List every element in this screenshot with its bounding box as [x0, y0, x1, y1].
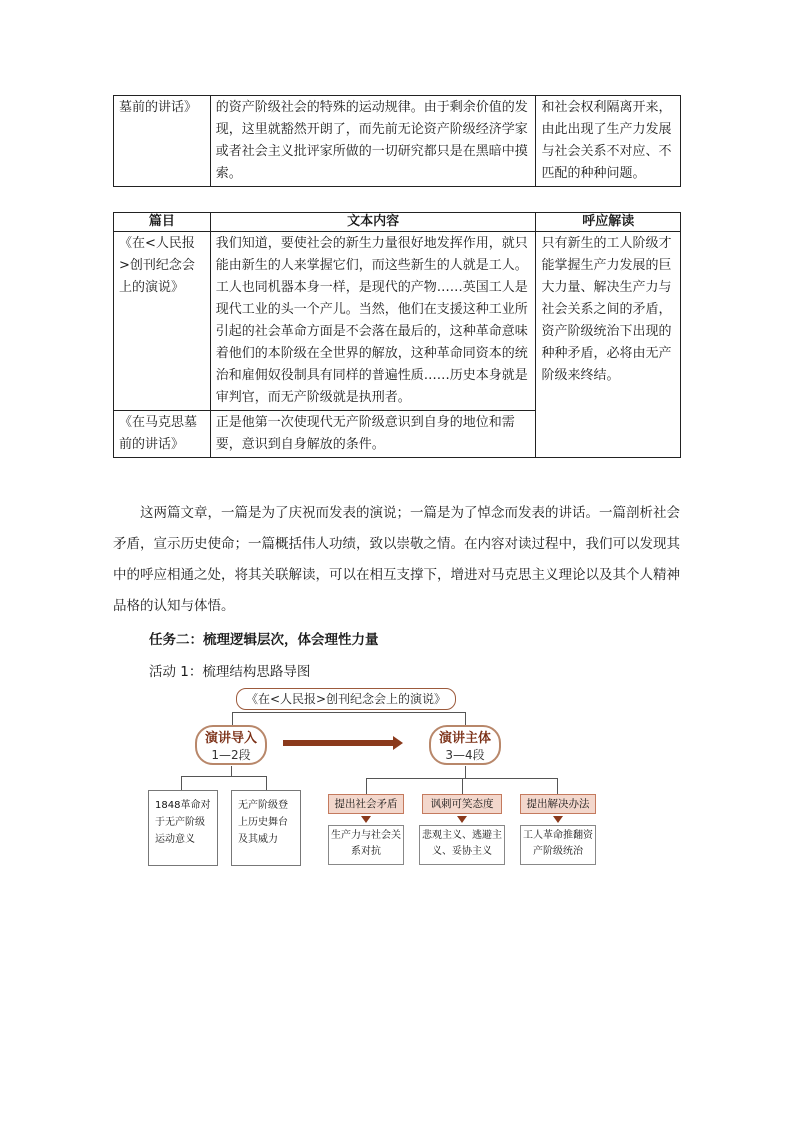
table-cell-text: 的资产阶级社会的特殊的运动规律。由于剩余价值的发现，这里就豁然开朗了，而先前无论资产阶级经济学家或者社会主义批评家所做的一切研究都只是在黑暗中摸索。	[210, 96, 536, 187]
table-cell-interpretation: 只有新生的工人阶级才能掌握生产力发展的巨大力量、解决生产力与社会关系之间的矛盾，资产阶级统治下出现的种种矛盾，必将由无产阶级来终结。	[536, 232, 681, 458]
table-header-row	[114, 213, 681, 232]
activity-heading: 活动 1：梳理结构思路导图	[149, 664, 311, 680]
header-interpretation: 呼应解读	[536, 213, 681, 232]
body-paragraph: 这两篇文章，一篇是为了庆祝而发表的演说；一篇是为了悼念而发表的讲话。一篇剖析社会矛盾，宣示历史使命；一篇概括伟人功绩，致以崇敬之情。在内容对读过程中，我们可以发现其中的呼应相通之处，将其关联解读，可以在相互支撑下，增进对马克思主义理论以及其个人精神品格的认知与体悟。	[113, 505, 680, 614]
table-cell-title: 《在马克思墓前的讲话》	[114, 411, 211, 458]
branch-tag: 提出解决办法	[520, 794, 596, 814]
table-row	[114, 232, 681, 411]
connector-line	[465, 712, 466, 726]
mindmap-title: 《在<人民报>创刊纪念会上的演说》	[236, 688, 456, 710]
task-heading: 任务二：梳理逻辑层次，体会理性力量	[149, 632, 379, 648]
connector-line	[231, 766, 232, 776]
arrow-shaft	[283, 740, 395, 746]
sub-node: 生产力与社会关系对抗	[328, 825, 404, 865]
connector-line	[557, 778, 558, 794]
table-cell-text: 我们知道，要使社会的新生力量很好地发挥作用，就只能由新生的人来掌握它们，而这些新生的人就是工人。工人也同机器本身一样，是现代的产物……英国工人是现代工业的头一个产儿。当然，他们在支援这种工业所引起的社会革命方面是不会落在最后的，这种革命意味着他们的本阶级在全世界的解放，这种革命同资本的统治和雇佣奴役制具有同样的普遍性质……历史本身就是审判官，而无产阶级就是执刑者。	[210, 232, 536, 411]
leaf-node: 1848革命对于无产阶级运动意义	[148, 790, 218, 866]
table-row	[114, 96, 681, 187]
arrow-down-icon	[457, 816, 467, 823]
arrow-right-icon	[393, 736, 403, 750]
sub-node: 悲观主义、逃避主义、妥协主义	[419, 825, 505, 865]
table-cell-text: 正是他第一次使现代无产阶级意识到自身的地位和需要，意识到自身解放的条件。	[210, 411, 536, 458]
table-cell-interpretation: 和社会权利隔离开来，由此出现了生产力发展与社会关系不对应、不匹配的种种问题。	[536, 96, 681, 187]
arrow-down-icon	[361, 816, 371, 823]
header-text: 文本内容	[210, 213, 536, 232]
table-cell-title: 《在<人民报>创刊纪念会上的演说》	[114, 232, 211, 411]
sub-node: 工人革命推翻资产阶级统治	[520, 825, 596, 865]
connector-line	[181, 776, 267, 777]
intro-label: 演讲导入	[204, 731, 257, 746]
main-label: 演讲主体	[438, 731, 491, 746]
connector-line	[232, 712, 465, 713]
leaf-node: 无产阶级登上历史舞台及其威力	[231, 790, 301, 866]
branch-tag: 提出社会矛盾	[328, 794, 404, 814]
main-node	[429, 725, 501, 765]
connector-line	[181, 776, 182, 790]
arrow-down-icon	[553, 816, 563, 823]
intro-range: 1—2段	[211, 748, 251, 762]
connector-line	[465, 766, 466, 778]
connector-line	[266, 776, 267, 790]
comparison-table	[113, 212, 681, 458]
connector-line	[462, 778, 463, 794]
branch-tag: 讽刺可笑态度	[422, 794, 502, 814]
connector-line	[232, 712, 233, 726]
main-range: 3—4段	[445, 748, 485, 762]
table-continuation	[113, 95, 681, 187]
header-title: 篇目	[114, 213, 211, 232]
connector-line	[366, 778, 367, 794]
table-cell-title: 墓前的讲话》	[114, 96, 211, 187]
intro-node	[195, 725, 267, 765]
